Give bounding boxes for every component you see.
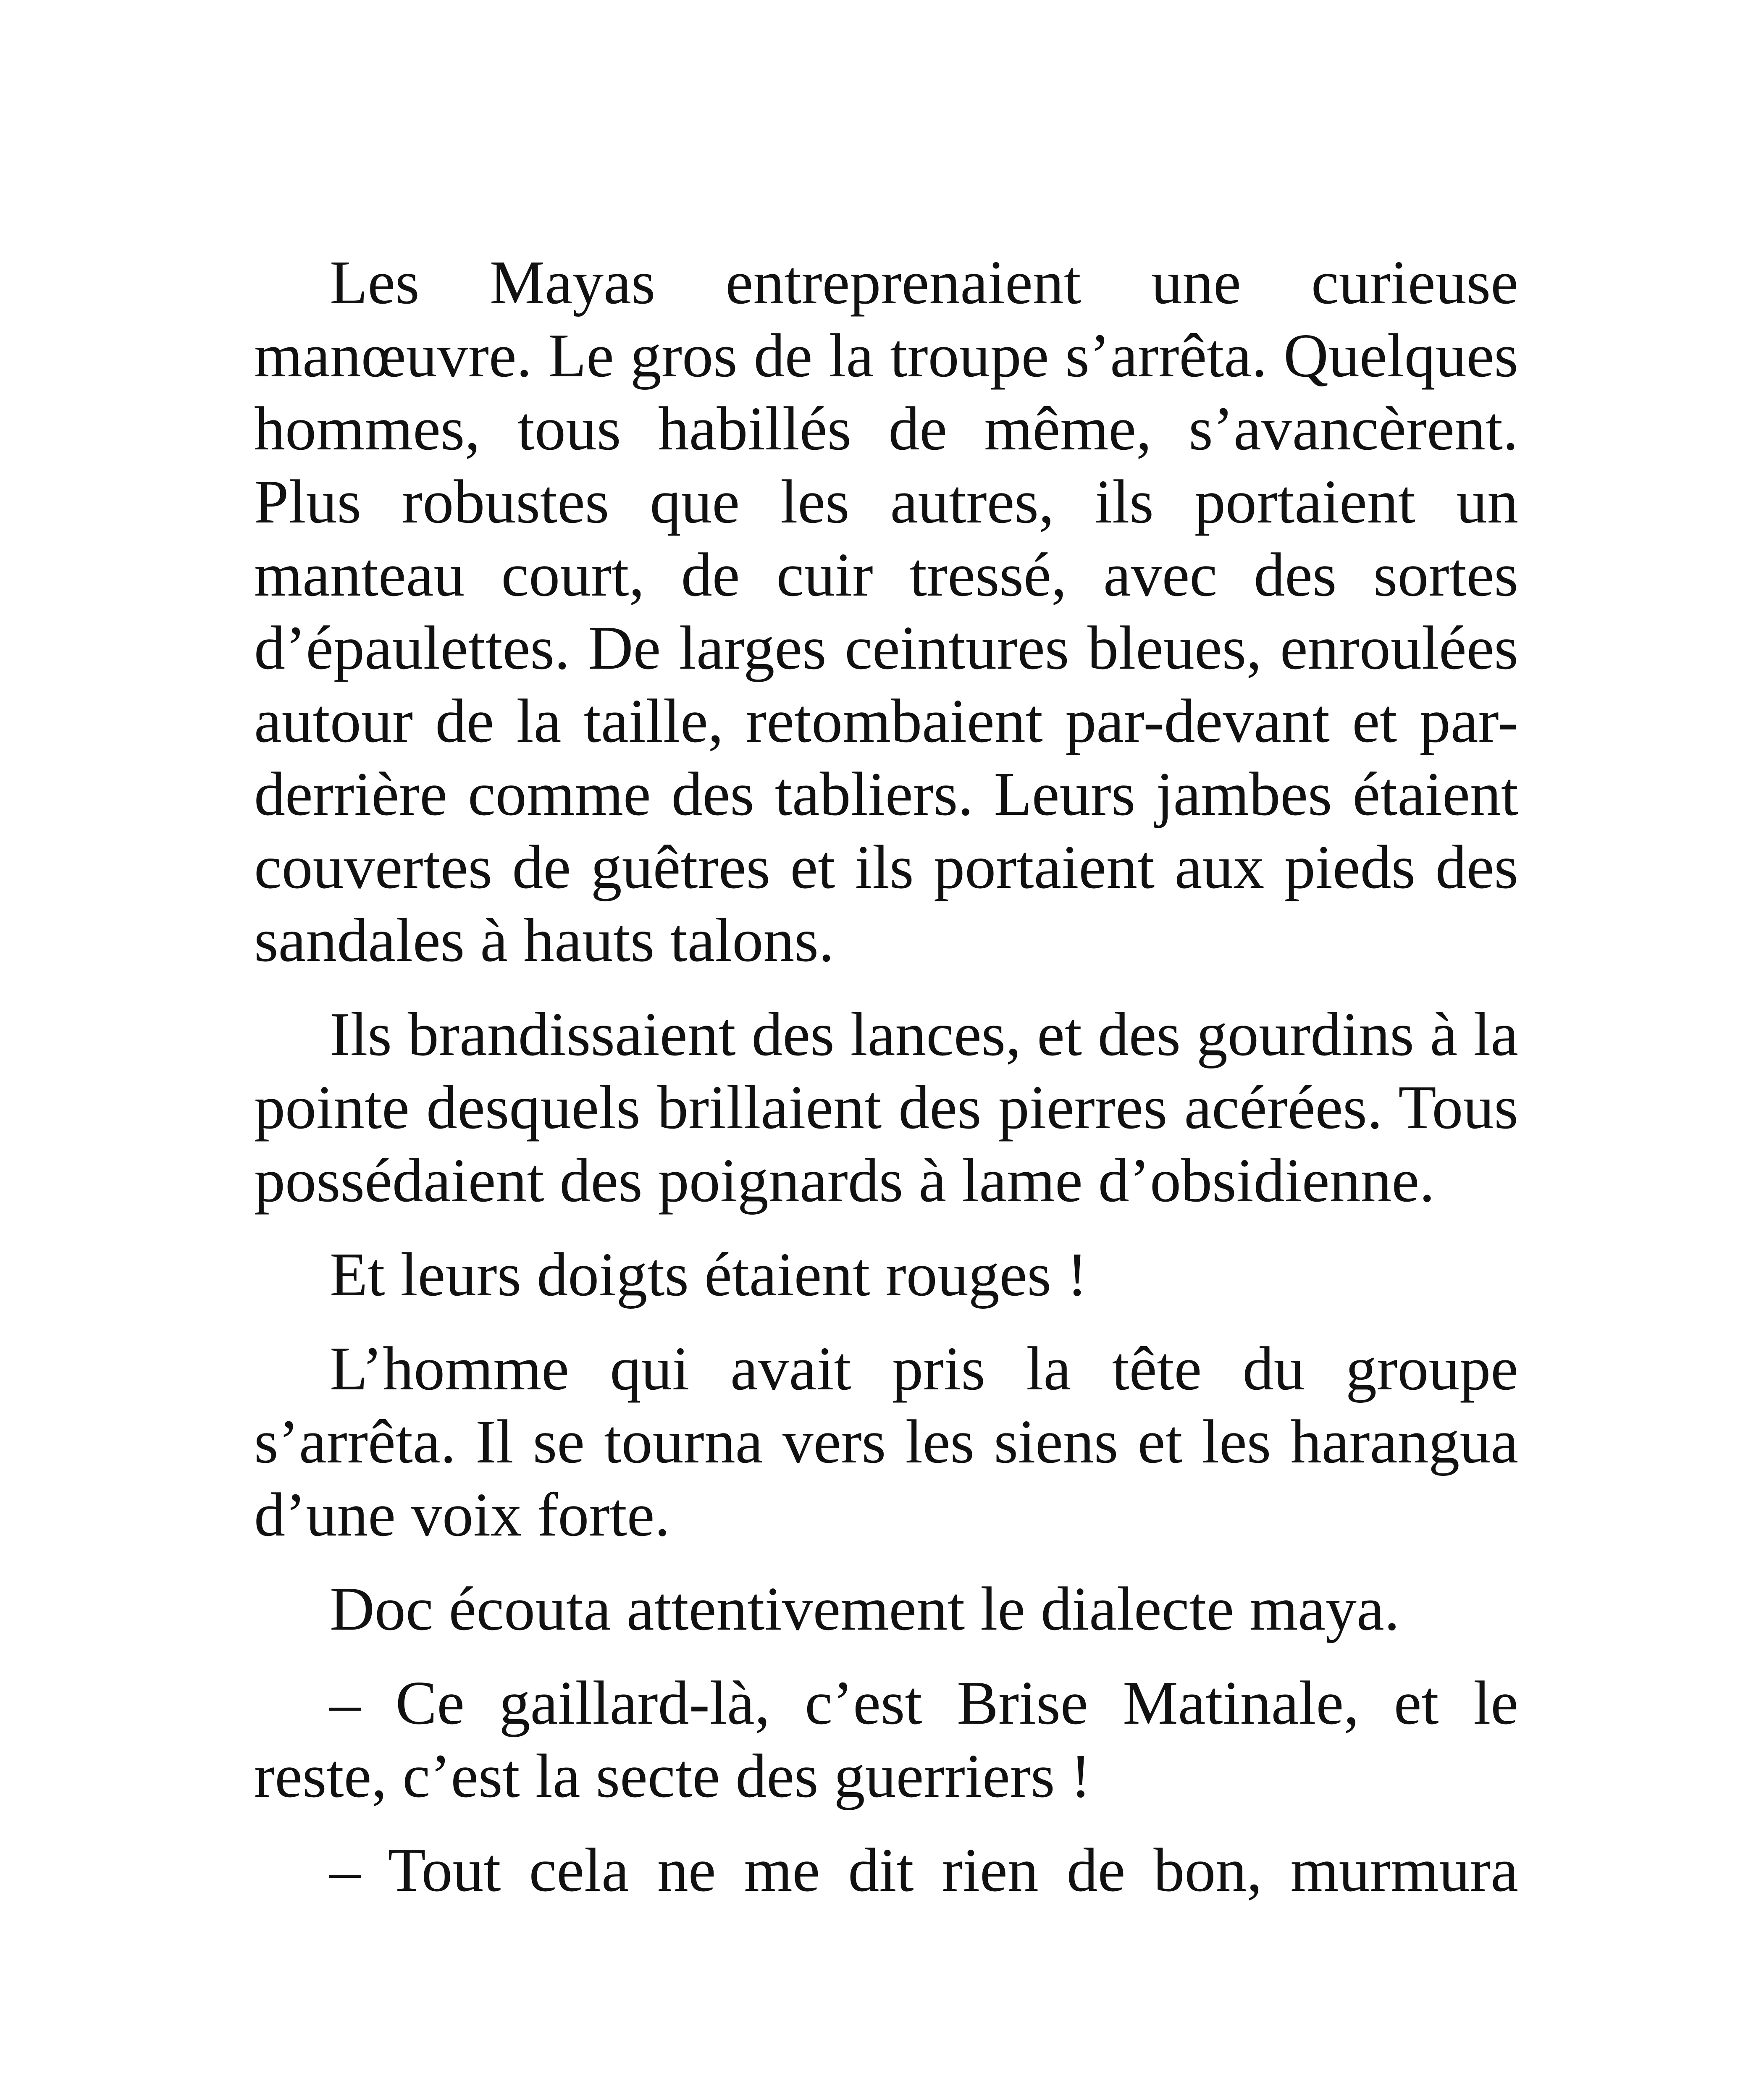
body-text xyxy=(254,246,1518,1928)
paragraph: – Tout cela ne me dit rien de bon, murmura xyxy=(330,1836,1518,1905)
paragraph: Et leurs doigts étaient rouges ! xyxy=(330,1240,1088,1309)
paragraph: L’homme qui avait pris la tête du groupe s’arrêta. Il se tourna vers les siens et les harangua d’une voix forte. xyxy=(254,1334,1518,1549)
paragraph: – Ce gaillard-là, c’est Brise Matinale, et le reste, c’est la secte des guerriers ! xyxy=(254,1669,1518,1811)
paragraph: Les Mayas entreprenaient une curieuse manœuvre. Le gros de la troupe s’arrêta. Quelques hommes, tous habillés de même, s’avancèrent. Plus robustes que les autres, ils portaient un manteau court, de cuir tressé, avec des sortes d’épaulettes. De larges ceintures bleues, enroulées autour de la taille, retombaient par-devant et par-derrière comme des tabliers. Leurs jambes étaient couvertes de guêtres et ils portaient aux pieds des sandales à hauts talons. xyxy=(254,248,1518,975)
paragraph: Ils brandissaient des lances, et des gourdins à la pointe desquels brillaient des pierres acérées. Tous possédaient des poignards à lame d’obsidienne. xyxy=(254,1000,1518,1215)
paragraph: Doc écouta attentivement le dialecte maya. xyxy=(330,1575,1400,1643)
